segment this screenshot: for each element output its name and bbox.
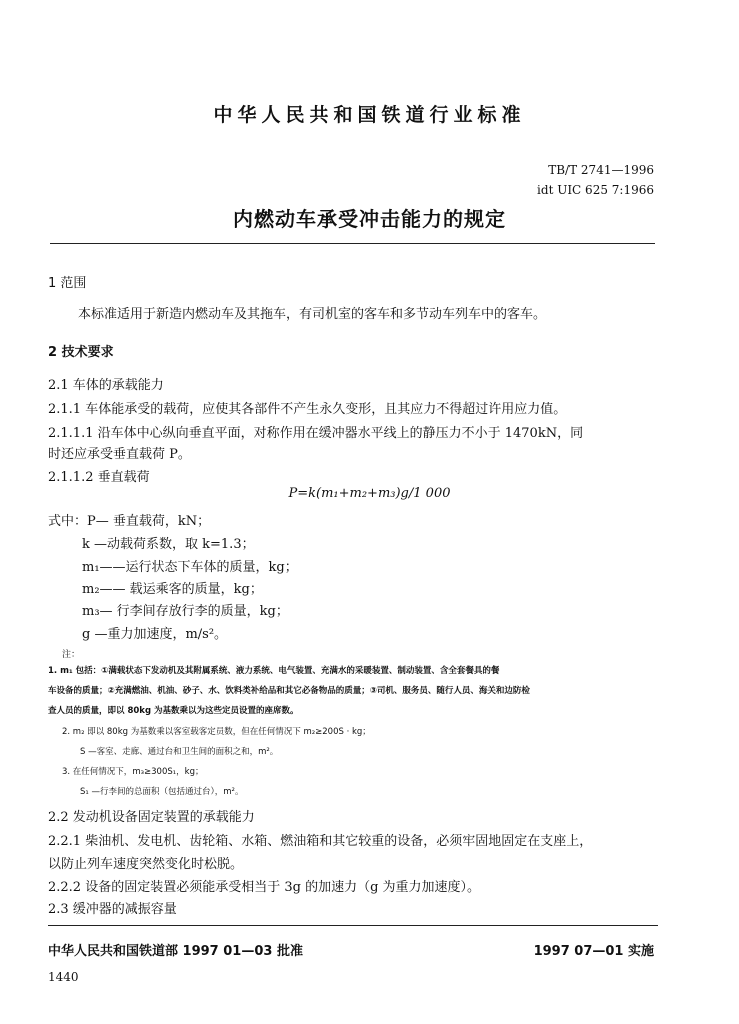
- clause-2-1-1-1-line1: 2.1.1.1 沿车体中心纵向垂直平面，对称作用在缓冲器水平线上的静压力不小于 1470kN，同: [48, 426, 584, 441]
- formula: P=k(m₁+m₂+m₃)g/1 000: [288, 486, 451, 501]
- clause-2-2-2: 2.2.2 设备的固定装置必须能承受相当于 3g 的加速力（g 为重力加速度）。: [48, 880, 481, 895]
- clause-2-2-1-line2: 以防止列车速度突然变化时松脱。: [48, 857, 244, 872]
- section-2-3-heading: 2.3 缓冲器的减振容量: [48, 902, 177, 917]
- document-title: 内燃动车承受冲击能力的规定: [233, 207, 506, 231]
- approval-date: 中华人民共和国铁道部 1997 01—03 批准: [48, 944, 303, 959]
- section-2-heading: 2 技术要求: [48, 345, 114, 360]
- note-1-line3: 查人员的质量，即以 80kg 为基数乘以为这些定员设置的座席数。: [48, 706, 299, 716]
- standard-number: TB/T 2741—1996: [548, 163, 654, 177]
- where-m1: m₁——运行状态下车体的质量，kg；: [82, 560, 298, 575]
- clause-2-2-1-line1: 2.2.1 柴油机、发电机、齿轮箱、水箱、燃油箱和其它较重的设备，必须牢固地固定在支座上，: [48, 834, 593, 849]
- where-p: 式中：P— 垂直载荷，kN；: [48, 514, 211, 529]
- org-title: 中华人民共和国铁道行业标准: [213, 104, 526, 126]
- note-3-line1: 3. 在任何情况下，m₃≥300S₁，kg；: [62, 767, 204, 777]
- note-1-line2: 车设备的质量；②充满燃油、机油、砂子、水、饮料类补给品和其它必备物品的质量；③司机、服务员、随行人员、海关和边防检: [48, 686, 530, 696]
- note-1-line1: 1. m₁ 包括：①满载状态下发动机及其附属系统、液力系统、电气装置、充满水的采暖装置、制动装置、含全套餐具的餐: [48, 666, 500, 676]
- where-k: k —动载荷系数，取 k=1.3；: [82, 537, 255, 552]
- section-2-2-heading: 2.2 发动机设备固定装置的承载能力: [48, 810, 255, 825]
- clause-2-1-1-1-line2: 时还应承受垂直载荷 P。: [48, 447, 191, 462]
- effective-date: 1997 07—01 实施: [533, 944, 654, 959]
- clause-2-1-1-2: 2.1.1.2 垂直载荷: [48, 470, 150, 485]
- note-3-line2: S₁ —行李间的总面积（包括通过台），m²。: [80, 787, 244, 797]
- section-2-1-heading: 2.1 车体的承载能力: [48, 378, 164, 393]
- section-1-body: 本标准适用于新造内燃动车及其拖车，有司机室的客车和多节动车列车中的客车。: [78, 307, 547, 322]
- note-2-line1: 2. m₂ 即以 80kg 为基数乘以客室载客定员数，但在任何情况下 m₂≥200S · kg；: [62, 727, 371, 737]
- note-2-line2: S —客室、走廊、通过台和卫生间的面积之和，m²。: [80, 747, 279, 757]
- title-divider: [50, 243, 655, 244]
- footer-divider: [48, 925, 658, 926]
- where-g: g —重力加速度，m/s²。: [82, 627, 228, 642]
- page-number: 1440: [48, 970, 79, 984]
- idt-reference: idt UIC 625 7:1966: [537, 183, 654, 197]
- where-m3: m₃— 行李间存放行李的质量，kg；: [82, 604, 289, 619]
- note-label: 注：: [62, 650, 81, 660]
- where-m2: m₂—— 载运乘客的质量，kg；: [82, 582, 263, 597]
- section-1-heading: 1 范围: [48, 276, 87, 291]
- clause-2-1-1: 2.1.1 车体能承受的载荷，应使其各部件不产生永久变形，且其应力不得超过许用应力值。: [48, 402, 567, 417]
